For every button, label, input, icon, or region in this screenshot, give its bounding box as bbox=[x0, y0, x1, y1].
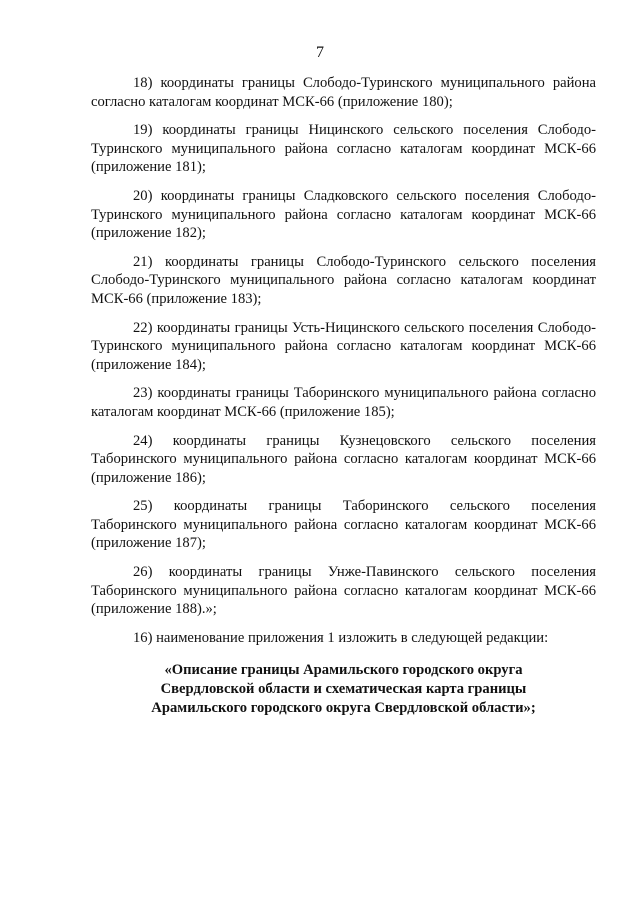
appendix-title-line-3: Арамильского городского округа Свердловской области»; bbox=[151, 699, 536, 716]
appendix-title-line-2: Свердловской области и схематическая карта границы bbox=[160, 681, 527, 698]
amendment-item-16: 16) наименование приложения 1 изложить в следующей редакции: bbox=[133, 629, 549, 646]
appendix-title-line-1: «Описание границы Арамильского городского округа bbox=[164, 662, 523, 679]
list-item-24: 24) координаты границы Кузнецовского сельского поселения Таборинского муниципального района согласно каталогам координат МСК-66 (приложение 186); bbox=[91, 432, 596, 486]
list-item-19: 19) координаты границы Ницинского сельского поселения Слободо-Туринского муниципального района согласно каталогам координат МСК-66 (приложение 181); bbox=[91, 122, 596, 176]
list-item-25: 25) координаты границы Таборинского сельского поселения Таборинского муниципального района согласно каталогам координат МСК-66 (приложение 187); bbox=[91, 498, 596, 552]
list-item-22: 22) координаты границы Усть-Ницинского сельского поселения Слободо-Туринского муниципального района согласно каталогам координат МСК-66 (приложение 184); bbox=[91, 319, 596, 373]
list-item-26: 26) координаты границы Унже-Павинского сельского поселения Таборинского муниципального района согласно каталогам координат МСК-66 (приложение 188).»; bbox=[91, 564, 596, 618]
list-item-20: 20) координаты границы Сладковского сельского поселения Слободо-Туринского муниципального района согласно каталогам координат МСК-66 (приложение 182); bbox=[91, 187, 596, 242]
page-number: 7 bbox=[316, 44, 324, 61]
list-item-23: 23) координаты границы Таборинского муниципального района согласно каталогам координат МСК-66 (приложение 185); bbox=[91, 385, 596, 420]
list-item-21: 21) координаты границы Слободо-Туринского сельского поселения Слободо-Туринского муниципального района согласно каталогам координат МСК-66 (приложение 183); bbox=[91, 253, 596, 307]
list-item-18: 18) координаты границы Слободо-Туринского муниципального района согласно каталогам координат МСК-66 (приложение 180); bbox=[91, 75, 596, 110]
document-body bbox=[91, 74, 596, 717]
appendix-title bbox=[91, 661, 596, 717]
